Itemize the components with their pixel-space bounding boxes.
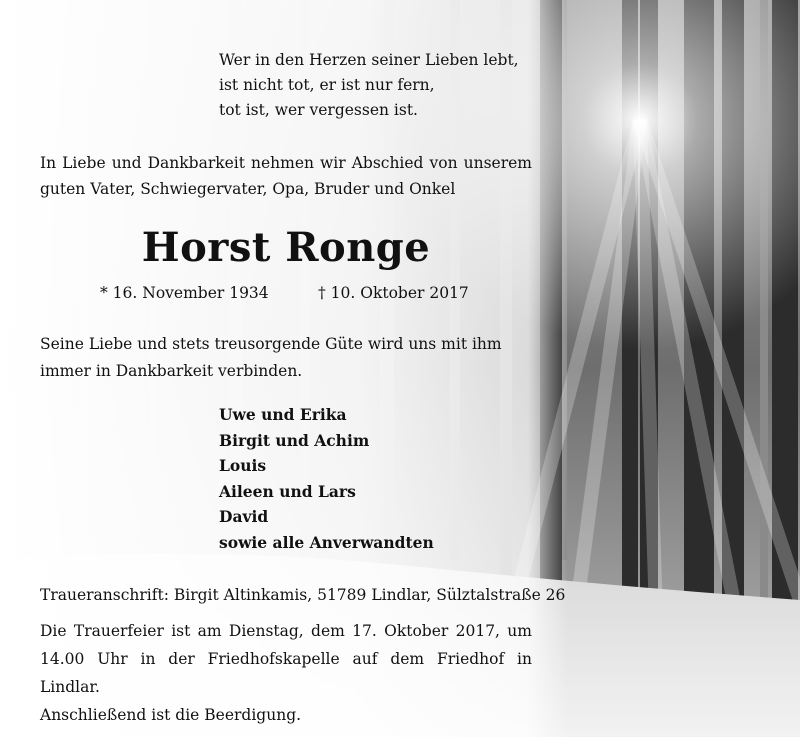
mourner-entry: Louis [219,456,267,475]
mourners-list [219,402,434,555]
mourner-entry: sowie alle Anverwandten [219,532,434,552]
memorial-poem [219,48,539,123]
poem-line: tot ist, wer vergessen ist. [219,101,418,119]
poem-line: ist nicht tot, er ist nur fern, [219,76,435,94]
intro-text: In Liebe und Dankbarkeit nehmen wir Abschied von unserem guten Vater, Schwiegervater, Opa, Bruder und Onkel [40,154,532,198]
mourner-entry: Uwe und Erika [219,405,347,424]
mourner-entry: Aileen und Lars [219,481,356,501]
death-date: † 10. Oktober 2017 [318,284,469,302]
deceased-name: Horst Ronge [141,224,431,271]
birth-date: * 16. November 1934 [100,284,269,302]
tribute-text: Seine Liebe und stets treusorgende Güte wird uns mit ihm immer in Dankbarkeit verbinden. [40,335,502,380]
mourning-address: Traueranschrift: Birgit Altinkamis, 51789 Lindlar, Sülztalstraße 26 [40,586,566,604]
funeral-details [40,617,532,729]
funeral-line: Die Trauerfeier ist am Dienstag, dem 17. Oktober 2017, um [40,622,532,640]
mourner-entry: Birgit und Achim [219,430,370,450]
mourner-entry: David [219,507,269,526]
poem-line: Wer in den Herzen seiner Lieben lebt, [219,51,519,69]
funeral-line: 14.00 Uhr in der Friedhofskapelle auf dem Friedhof in Lindlar. [40,650,532,696]
funeral-line: Anschließend ist die Beerdigung. [40,706,302,724]
